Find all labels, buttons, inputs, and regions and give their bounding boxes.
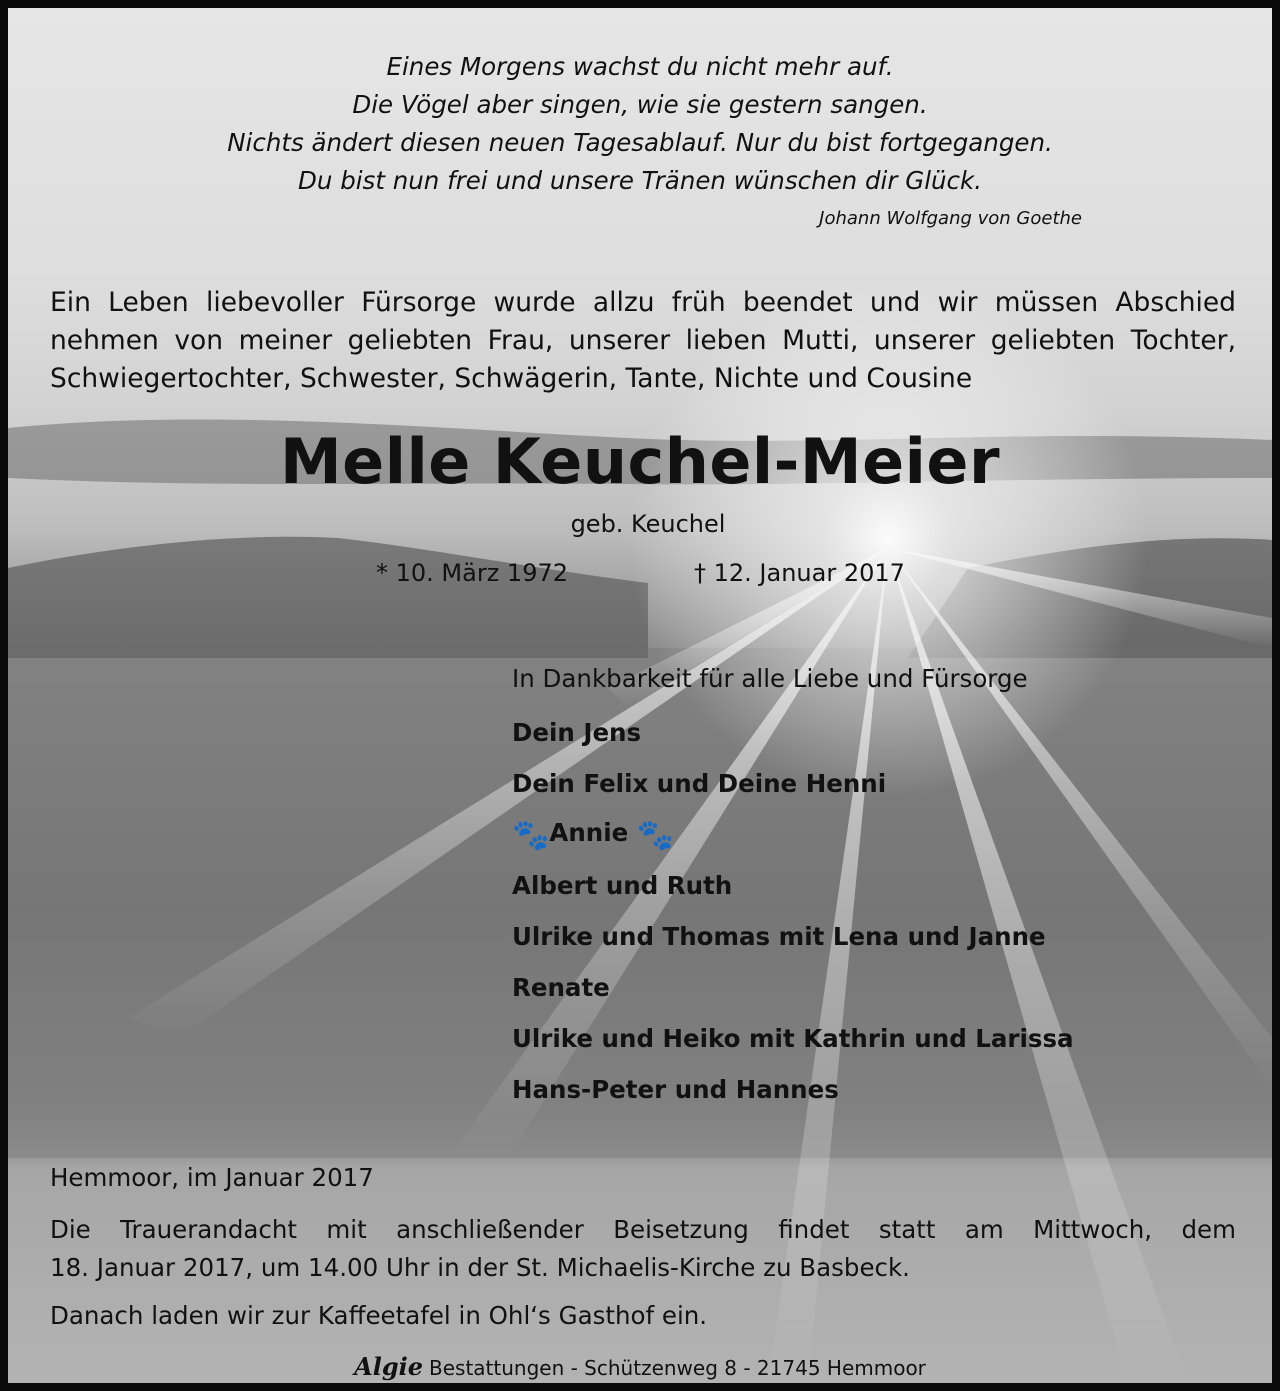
mourner-name: Ulrike und Thomas mit Lena und Janne: [512, 922, 1046, 951]
mourner-name: Dein Jens: [512, 718, 642, 747]
place-date: Hemmoor, im Januar 2017: [50, 1163, 374, 1192]
deceased-name: Melle Keuchel-Meier: [279, 425, 1001, 498]
mourner-name: Hans-Peter und Hannes: [512, 1075, 839, 1104]
undertaker-footer: [8, 1352, 1272, 1381]
thanks-line: In Dankbarkeit für alle Liebe und Fürsorge: [512, 664, 1028, 693]
mourner-name: Albert und Ruth: [512, 871, 733, 900]
mourner-pet: [512, 818, 674, 851]
birth-name: geb. Keuchel: [570, 510, 726, 538]
funeral-line: 18. Januar 2017, um 14.00 Uhr in der St. Michaelis-Kirche zu Basbeck.: [50, 1253, 910, 1282]
poem-line: Eines Morgens wachst du nicht mehr auf.: [386, 52, 894, 81]
mourner-name: Dein Felix und Deine Henni: [512, 769, 887, 798]
funeral-info: [50, 1211, 1236, 1287]
undertaker-logo: Algie: [354, 1352, 423, 1381]
paw-print-icon: 🐾: [636, 818, 675, 853]
intro-text: [50, 284, 1236, 398]
poem-line: Nichts ändert diesen neuen Tagesablauf. Nur du bist fortgegangen.: [227, 128, 1053, 157]
intro-line: Ein Leben liebevoller Fürsorge wurde allzu früh beendet und wir müssen Abschied: [50, 287, 1236, 318]
coffee-invitation: Danach laden wir zur Kaffeetafel in Ohl‘s Gasthof ein.: [50, 1301, 708, 1330]
poem-author: Johann Wolfgang von Goethe: [819, 208, 1082, 229]
mourner-name: Renate: [512, 973, 610, 1002]
undertaker-address: Bestattungen - Schützenweg 8 - 21745 Hemmoor: [429, 1356, 926, 1380]
mourner-name: Annie: [549, 818, 629, 847]
intro-line: nehmen von meiner geliebten Frau, unserer lieben Mutti, unserer geliebten Tochter,: [50, 325, 1236, 356]
birth-date: * 10. März 1972: [376, 559, 569, 587]
intro-line: Schwiegertochter, Schwester, Schwägerin, Tante, Nichte und Cousine: [50, 363, 973, 394]
paw-print-icon: 🐾: [512, 818, 550, 853]
poem-line: Die Vögel aber singen, wie sie gestern sangen.: [352, 90, 928, 119]
mountain-left: [8, 537, 648, 658]
poem: [8, 48, 1272, 200]
mourner-name: Ulrike und Heiko mit Kathrin und Larissa: [512, 1024, 1074, 1053]
death-date: † 12. Januar 2017: [694, 559, 905, 587]
funeral-line: Die Trauerandacht mit anschließender Beisetzung findet statt am Mittwoch, dem: [50, 1215, 1236, 1244]
poem-line: Du bist nun frei und unsere Tränen wünschen dir Glück.: [298, 166, 982, 195]
